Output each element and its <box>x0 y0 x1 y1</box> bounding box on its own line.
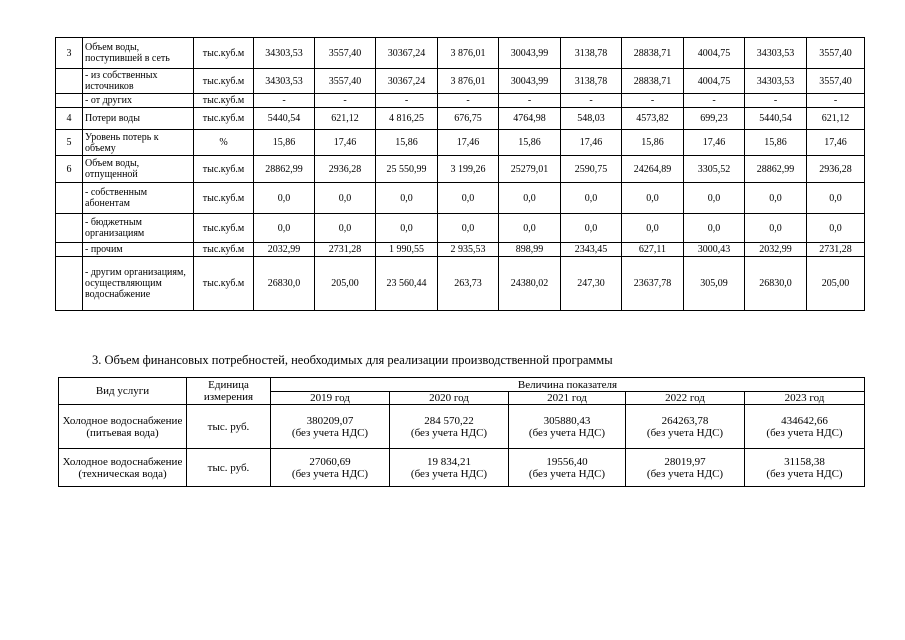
vat-note: (без учета НДС) <box>646 426 724 439</box>
value-cell: 3557,40 <box>807 69 865 94</box>
value-cell: 0,0 <box>561 183 622 214</box>
value-cell: 2032,99 <box>745 243 807 257</box>
value-cell: 0,0 <box>254 183 315 214</box>
value-cell: 4764,98 <box>499 108 561 130</box>
value-cell: 699,23 <box>684 108 745 130</box>
value-cell: 247,30 <box>561 257 622 311</box>
row-label: Потери воды <box>83 108 194 130</box>
vat-note: (без учета НДС) <box>766 467 843 480</box>
value-cell: 28862,99 <box>254 156 315 183</box>
value-cell: - <box>438 94 499 108</box>
row-unit: тыс.куб.м <box>194 38 254 69</box>
value-cell: 3305,52 <box>684 156 745 183</box>
row-number: 3 <box>56 38 83 69</box>
vat-note: (без учета НДС) <box>528 467 606 480</box>
header-indicator-value: Величина показателя <box>271 378 865 392</box>
amount-cell <box>626 405 745 449</box>
value-cell: - <box>745 94 807 108</box>
row-unit: тыс.куб.м <box>194 243 254 257</box>
amount-value: 434642,66 <box>781 414 828 427</box>
amount-cell <box>390 405 509 449</box>
value-cell: 1 990,55 <box>376 243 438 257</box>
value-cell: 28838,71 <box>622 69 684 94</box>
row-unit: % <box>194 130 254 156</box>
row-number <box>56 183 83 214</box>
water-balance-body <box>56 38 865 311</box>
value-cell: 34303,53 <box>745 69 807 94</box>
amount-value: 284 570,22 <box>424 414 474 427</box>
value-cell: 2936,28 <box>315 156 376 183</box>
amount-cell <box>745 405 865 449</box>
value-cell: 3557,40 <box>807 38 865 69</box>
row-label: - от других <box>83 94 194 108</box>
value-cell: 15,86 <box>376 130 438 156</box>
value-cell: 17,46 <box>438 130 499 156</box>
value-cell: 4004,75 <box>684 69 745 94</box>
row-number <box>56 243 83 257</box>
value-cell: 898,99 <box>499 243 561 257</box>
row-label: Уровень потерь к объему <box>83 130 194 156</box>
table-row <box>56 183 865 214</box>
value-cell: 34303,53 <box>254 69 315 94</box>
table-row <box>56 257 865 311</box>
amount-value: 28019,97 <box>664 455 706 468</box>
value-cell: 17,46 <box>561 130 622 156</box>
value-cell: 4004,75 <box>684 38 745 69</box>
vat-note: (без учета НДС) <box>646 467 724 480</box>
amount-cell <box>271 405 390 449</box>
row-unit: тыс.куб.м <box>194 214 254 243</box>
value-cell: 2936,28 <box>807 156 865 183</box>
vat-note: (без учета НДС) <box>291 426 369 439</box>
value-cell: 2 935,53 <box>438 243 499 257</box>
table-row <box>59 405 865 449</box>
row-number <box>56 214 83 243</box>
value-cell: 5440,54 <box>254 108 315 130</box>
value-cell: 0,0 <box>561 214 622 243</box>
row-unit: тыс.куб.м <box>194 94 254 108</box>
amount-value: 19 834,21 <box>427 455 471 468</box>
header-year: 2023 год <box>745 392 865 405</box>
value-cell: 676,75 <box>438 108 499 130</box>
value-cell: 28862,99 <box>745 156 807 183</box>
row-number: 6 <box>56 156 83 183</box>
value-cell: 17,46 <box>315 130 376 156</box>
value-cell: 0,0 <box>622 214 684 243</box>
row-label: - из собственных источников <box>83 69 194 94</box>
value-cell: 3557,40 <box>315 38 376 69</box>
value-cell: 2032,99 <box>254 243 315 257</box>
service-type-cell: Холодное водоснабжение (питьевая вода) <box>59 405 187 449</box>
row-number <box>56 94 83 108</box>
header-year: 2022 год <box>626 392 745 405</box>
value-cell: 5440,54 <box>745 108 807 130</box>
value-cell: 2731,28 <box>315 243 376 257</box>
value-cell: 30367,24 <box>376 38 438 69</box>
value-cell: 0,0 <box>745 183 807 214</box>
value-cell: 30367,24 <box>376 69 438 94</box>
value-cell: 15,86 <box>254 130 315 156</box>
value-cell: 0,0 <box>684 183 745 214</box>
value-cell: 263,73 <box>438 257 499 311</box>
value-cell: 621,12 <box>807 108 865 130</box>
vat-note: (без учета НДС) <box>410 467 488 480</box>
value-cell: 15,86 <box>622 130 684 156</box>
value-cell: - <box>684 94 745 108</box>
financial-needs-body <box>59 405 865 487</box>
value-cell: 3138,78 <box>561 38 622 69</box>
value-cell: 305,09 <box>684 257 745 311</box>
value-cell: 2343,45 <box>561 243 622 257</box>
row-label: Объем воды, поступившей в сеть <box>83 38 194 69</box>
value-cell: - <box>499 94 561 108</box>
value-cell: 26830,0 <box>745 257 807 311</box>
row-unit: тыс.куб.м <box>194 108 254 130</box>
table-row <box>56 214 865 243</box>
section-3-heading: 3. Объем финансовых потребностей, необходимых для реализации производственной программы <box>92 353 613 367</box>
value-cell: - <box>376 94 438 108</box>
value-cell: 30043,99 <box>499 69 561 94</box>
table-row <box>56 94 865 108</box>
value-cell: 0,0 <box>499 183 561 214</box>
row-number: 5 <box>56 130 83 156</box>
header-unit: Единица измерения <box>187 378 271 405</box>
table-row <box>56 38 865 69</box>
row-number <box>56 69 83 94</box>
amount-cell <box>509 449 626 487</box>
financial-needs-table <box>58 377 865 487</box>
row-label: - прочим <box>83 243 194 257</box>
value-cell: 2590,75 <box>561 156 622 183</box>
value-cell: 205,00 <box>315 257 376 311</box>
value-cell: 23 560,44 <box>376 257 438 311</box>
value-cell: 15,86 <box>499 130 561 156</box>
value-cell: 3 199,26 <box>438 156 499 183</box>
amount-value: 305880,43 <box>543 414 591 427</box>
table-row <box>56 243 865 257</box>
value-cell: 0,0 <box>745 214 807 243</box>
unit-cell: тыс. руб. <box>187 449 271 487</box>
value-cell: 0,0 <box>376 214 438 243</box>
table-row <box>56 69 865 94</box>
vat-note: (без учета НДС) <box>291 467 369 480</box>
amount-value: 380209,07 <box>306 414 354 427</box>
amount-cell <box>509 405 626 449</box>
value-cell: 28838,71 <box>622 38 684 69</box>
unit-cell: тыс. руб. <box>187 405 271 449</box>
vat-note: (без учета НДС) <box>410 426 488 439</box>
value-cell: 15,86 <box>745 130 807 156</box>
value-cell: 26830,0 <box>254 257 315 311</box>
value-cell: 0,0 <box>315 183 376 214</box>
value-cell: 621,12 <box>315 108 376 130</box>
value-cell: - <box>622 94 684 108</box>
value-cell: - <box>561 94 622 108</box>
water-balance-table <box>55 37 865 311</box>
value-cell: 30043,99 <box>499 38 561 69</box>
value-cell: 24380,02 <box>499 257 561 311</box>
value-cell: 0,0 <box>438 183 499 214</box>
header-year: 2021 год <box>509 392 626 405</box>
vat-note: (без учета НДС) <box>766 426 843 439</box>
amount-value: 264263,78 <box>661 414 709 427</box>
value-cell: 0,0 <box>499 214 561 243</box>
header-year: 2019 год <box>271 392 390 405</box>
amount-cell <box>390 449 509 487</box>
row-unit: тыс.куб.м <box>194 257 254 311</box>
amount-cell <box>745 449 865 487</box>
value-cell: 4573,82 <box>622 108 684 130</box>
row-label: Объем воды, отпущенной <box>83 156 194 183</box>
header-year: 2020 год <box>390 392 509 405</box>
value-cell: 25279,01 <box>499 156 561 183</box>
value-cell: 548,03 <box>561 108 622 130</box>
row-label: - бюджетным организациям <box>83 214 194 243</box>
value-cell: - <box>254 94 315 108</box>
value-cell: 23637,78 <box>622 257 684 311</box>
amount-value: 31158,38 <box>784 455 825 468</box>
amount-value: 19556,40 <box>546 455 588 468</box>
value-cell: 0,0 <box>684 214 745 243</box>
service-type-cell: Холодное водоснабжение (техническая вода) <box>59 449 187 487</box>
value-cell: - <box>807 94 865 108</box>
row-unit: тыс.куб.м <box>194 183 254 214</box>
value-cell: 25 550,99 <box>376 156 438 183</box>
value-cell: 205,00 <box>807 257 865 311</box>
amount-cell <box>271 449 390 487</box>
value-cell: 17,46 <box>807 130 865 156</box>
value-cell: 0,0 <box>807 214 865 243</box>
value-cell: 0,0 <box>254 214 315 243</box>
row-label: - собственным абонентам <box>83 183 194 214</box>
amount-value: 27060,69 <box>309 455 351 468</box>
row-unit: тыс.куб.м <box>194 69 254 94</box>
value-cell: 34303,53 <box>254 38 315 69</box>
header-service-type: Вид услуги <box>59 378 187 405</box>
table-row <box>56 156 865 183</box>
table-row <box>59 449 865 487</box>
value-cell: 3 876,01 <box>438 69 499 94</box>
value-cell: 0,0 <box>438 214 499 243</box>
value-cell: 0,0 <box>807 183 865 214</box>
value-cell: 0,0 <box>315 214 376 243</box>
value-cell: 24264,89 <box>622 156 684 183</box>
value-cell: 4 816,25 <box>376 108 438 130</box>
value-cell: 0,0 <box>376 183 438 214</box>
row-number <box>56 257 83 311</box>
value-cell: 0,0 <box>622 183 684 214</box>
table-row <box>56 130 865 156</box>
table-row <box>56 108 865 130</box>
value-cell: - <box>315 94 376 108</box>
value-cell: 17,46 <box>684 130 745 156</box>
row-unit: тыс.куб.м <box>194 156 254 183</box>
row-number: 4 <box>56 108 83 130</box>
value-cell: 3557,40 <box>315 69 376 94</box>
value-cell: 3 876,01 <box>438 38 499 69</box>
value-cell: 3000,43 <box>684 243 745 257</box>
value-cell: 2731,28 <box>807 243 865 257</box>
value-cell: 627,11 <box>622 243 684 257</box>
value-cell: 3138,78 <box>561 69 622 94</box>
amount-cell <box>626 449 745 487</box>
vat-note: (без учета НДС) <box>528 426 606 439</box>
value-cell: 34303,53 <box>745 38 807 69</box>
row-label: - другим организациям, осуществляющим водоснабжение <box>83 257 194 311</box>
